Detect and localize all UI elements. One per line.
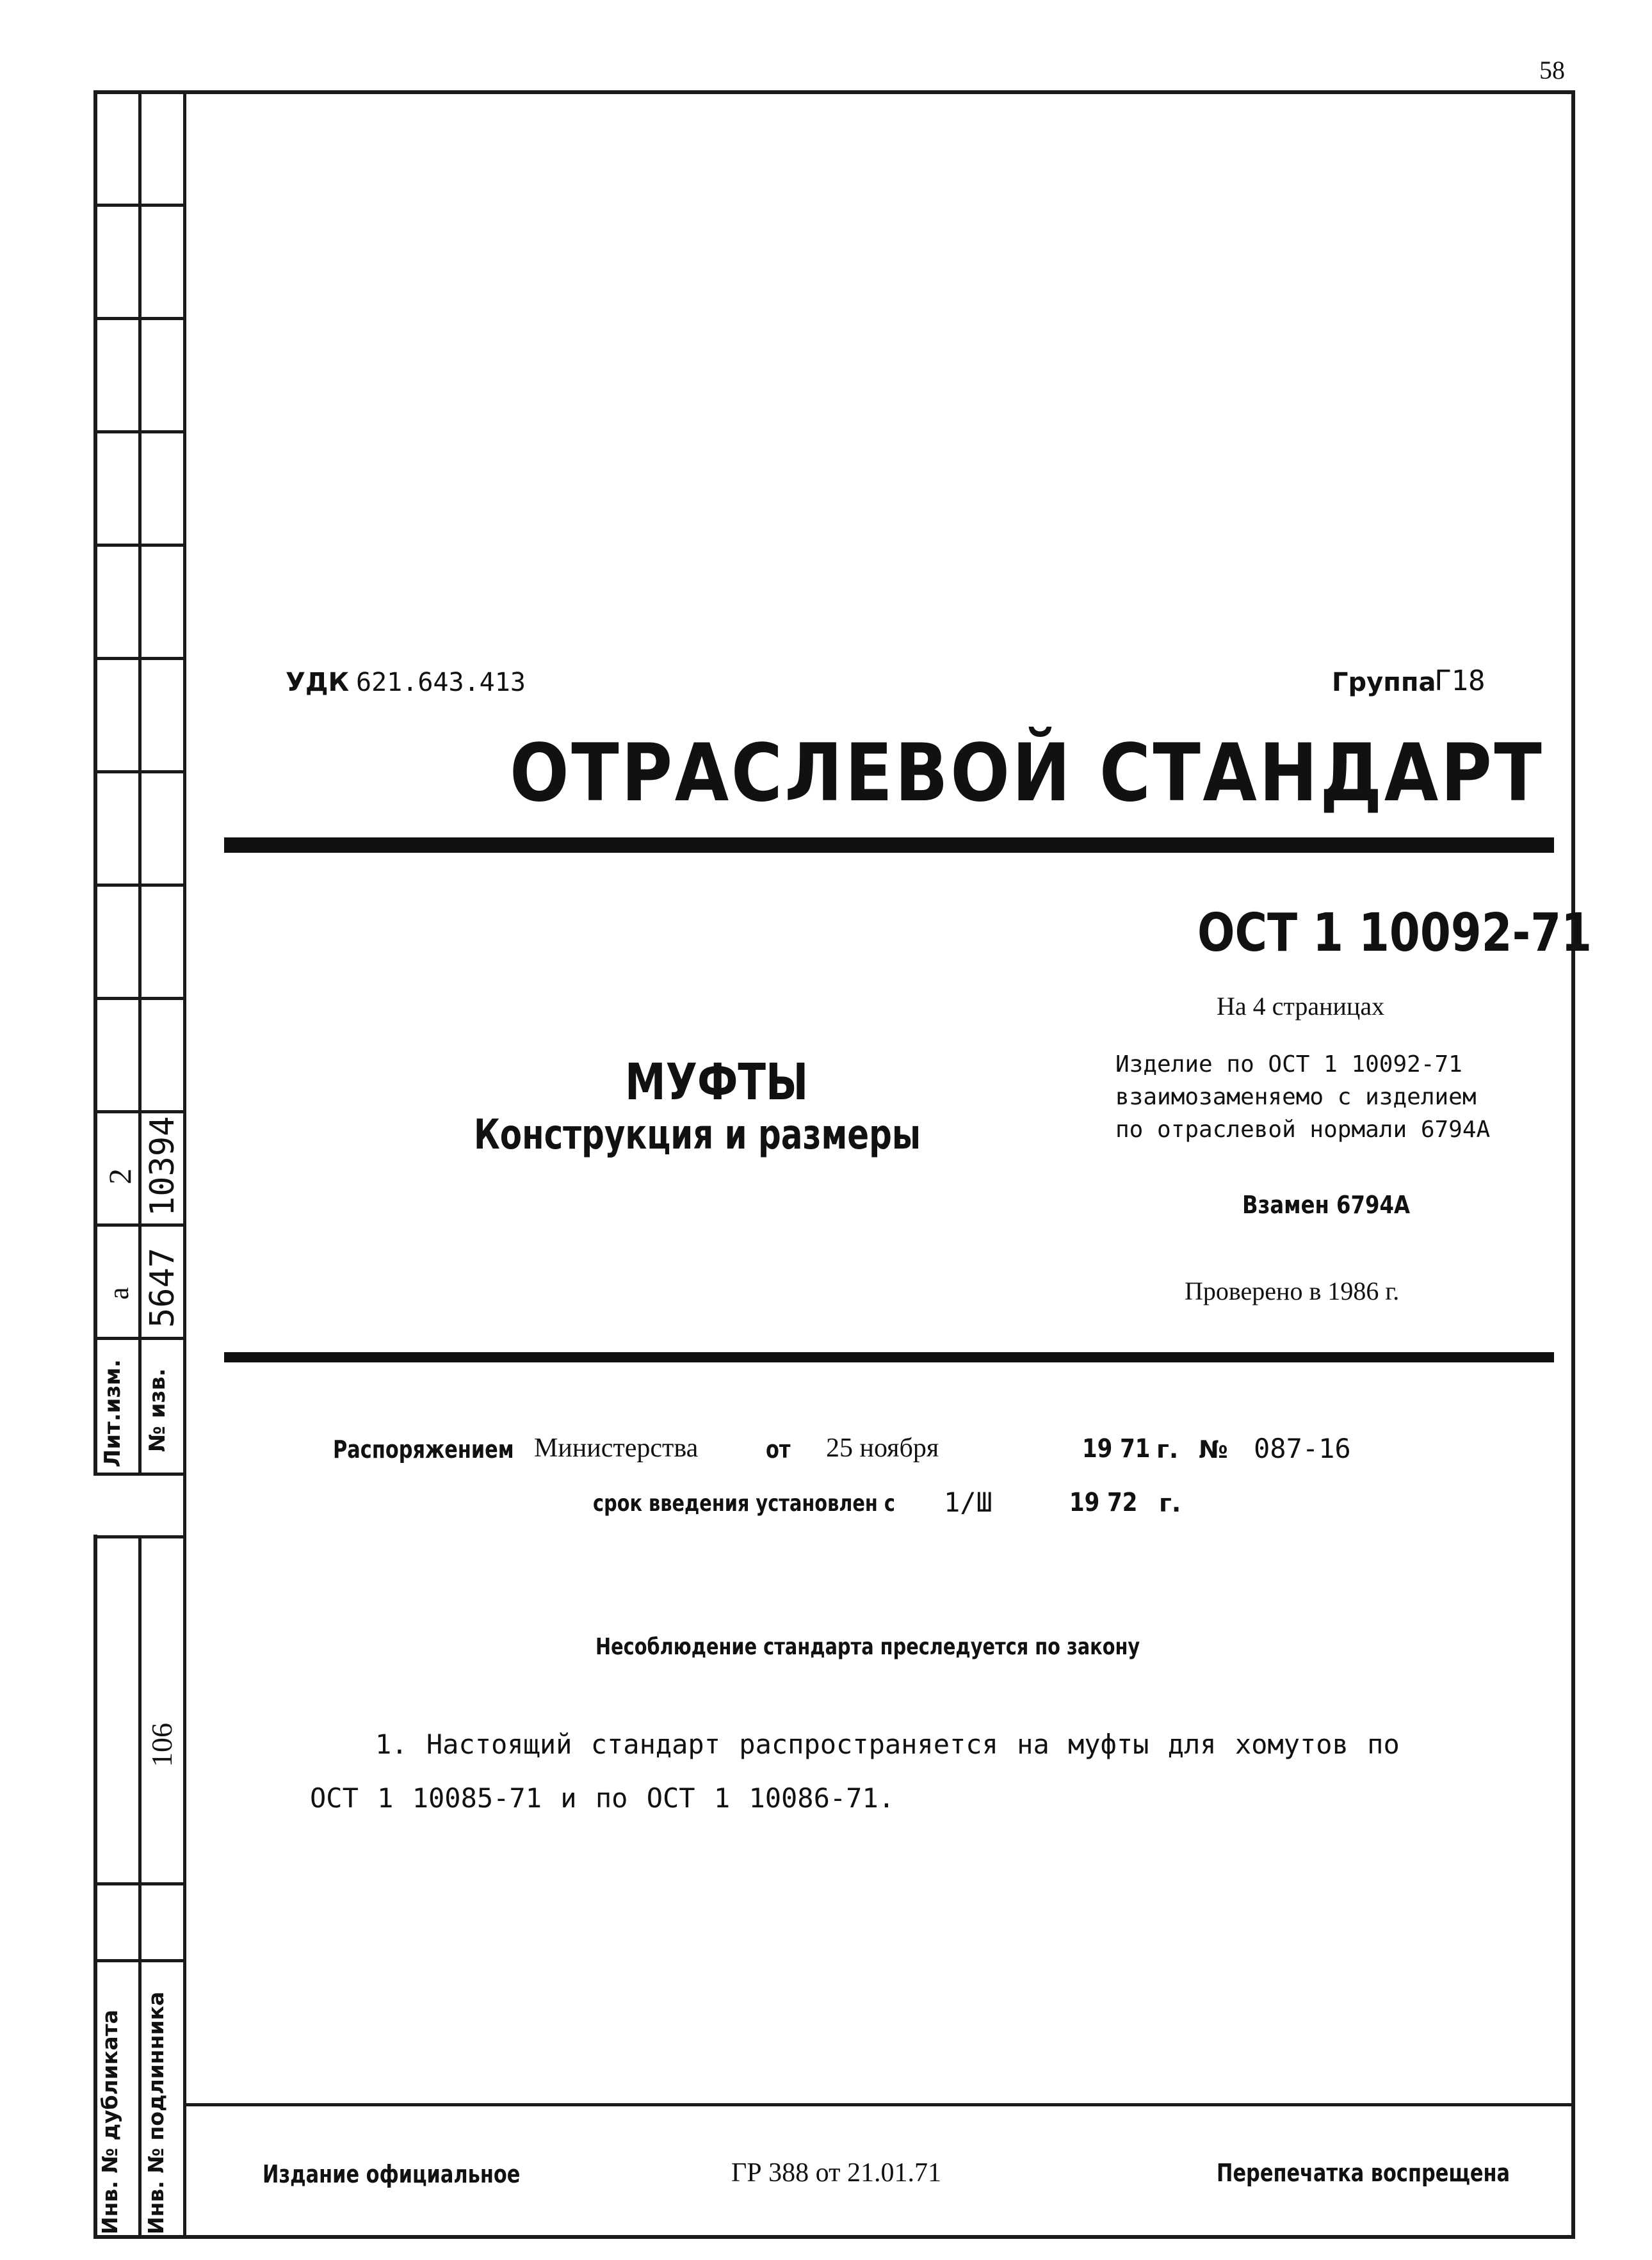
product-name: МУФТЫ (625, 1054, 809, 1111)
rev-letter: а (103, 1287, 134, 1300)
body-line-2: ОСТ 1 10085-71 и по ОСТ 1 10086-71. (310, 1782, 895, 1814)
term-suffix: г. (1159, 1489, 1181, 1517)
interchange-line-1: Изделие по ОСТ 1 10092-71 (1115, 1051, 1462, 1078)
label-inv-original: Инв. № подлинника (143, 1991, 168, 2234)
body-line-1: 1. Настоящий стандарт распространяется на муфты для хомутов по (375, 1729, 1400, 1760)
label-inv-duplicate: Инв. № дубликата (97, 2009, 122, 2234)
group-label: Группа (1332, 668, 1436, 697)
order-label: Распоряжением (333, 1435, 514, 1464)
product-subtitle: Конструкция и размеры (474, 1111, 921, 1159)
checked-year: Проверено в 1986 г. (1185, 1277, 1400, 1305)
term-year: 19 72 (1069, 1488, 1138, 1517)
page-number: 58 (1539, 56, 1565, 85)
udk-label: УДК (286, 668, 350, 697)
order-date: 25 ноября (826, 1433, 939, 1463)
replaces: Взамен 6794А (1242, 1191, 1410, 1219)
footer-right: Перепечатка воспрещена (1217, 2159, 1510, 2187)
order-year-suffix: г. (1156, 1435, 1179, 1464)
label-no-izv: № изв. (145, 1368, 170, 1452)
rule-top (224, 837, 1554, 853)
page-frame (93, 90, 1575, 2239)
legal-notice: Несоблюдение стандарта преследуется по закону (595, 1634, 1140, 1660)
interchange-line-2: взаимозаменяемо с изделием (1115, 1084, 1477, 1110)
notice-number-1: 5647 (143, 1247, 182, 1328)
notice-number-2: 10394 (143, 1116, 182, 1216)
group-code: Г18 (1434, 665, 1486, 697)
order-number: 087-16 (1254, 1433, 1351, 1464)
order-ministry: Министерства (534, 1433, 699, 1463)
term-text: срок введения установлен с (593, 1490, 895, 1517)
standard-number: ОСТ 1 10092-71 (1197, 903, 1592, 964)
rev-number: 2 (102, 1168, 138, 1184)
document-title: ОТРАСЛЕВОЙ СТАНДАРТ (510, 727, 1544, 819)
order-year: 19 71 (1082, 1434, 1151, 1464)
footer-center: ГР 388 от 21.01.71 (731, 2158, 941, 2188)
order-from: от (766, 1435, 791, 1464)
duplicate-number: 106 (145, 1723, 178, 1767)
label-lit-izm: Лит.изм. (100, 1359, 126, 1467)
order-number-label: № (1199, 1435, 1228, 1464)
interchange-line-3: по отраслевой нормали 6794А (1115, 1117, 1491, 1143)
footer-left: Издание официальное (263, 2160, 521, 2188)
term-date: 1/Ш (944, 1487, 992, 1518)
pages-count: На 4 страницах (1217, 992, 1385, 1021)
rule-bottom (224, 1352, 1554, 1362)
udk-code: 621.643.413 (356, 668, 526, 697)
footer-rule (183, 2103, 1575, 2106)
